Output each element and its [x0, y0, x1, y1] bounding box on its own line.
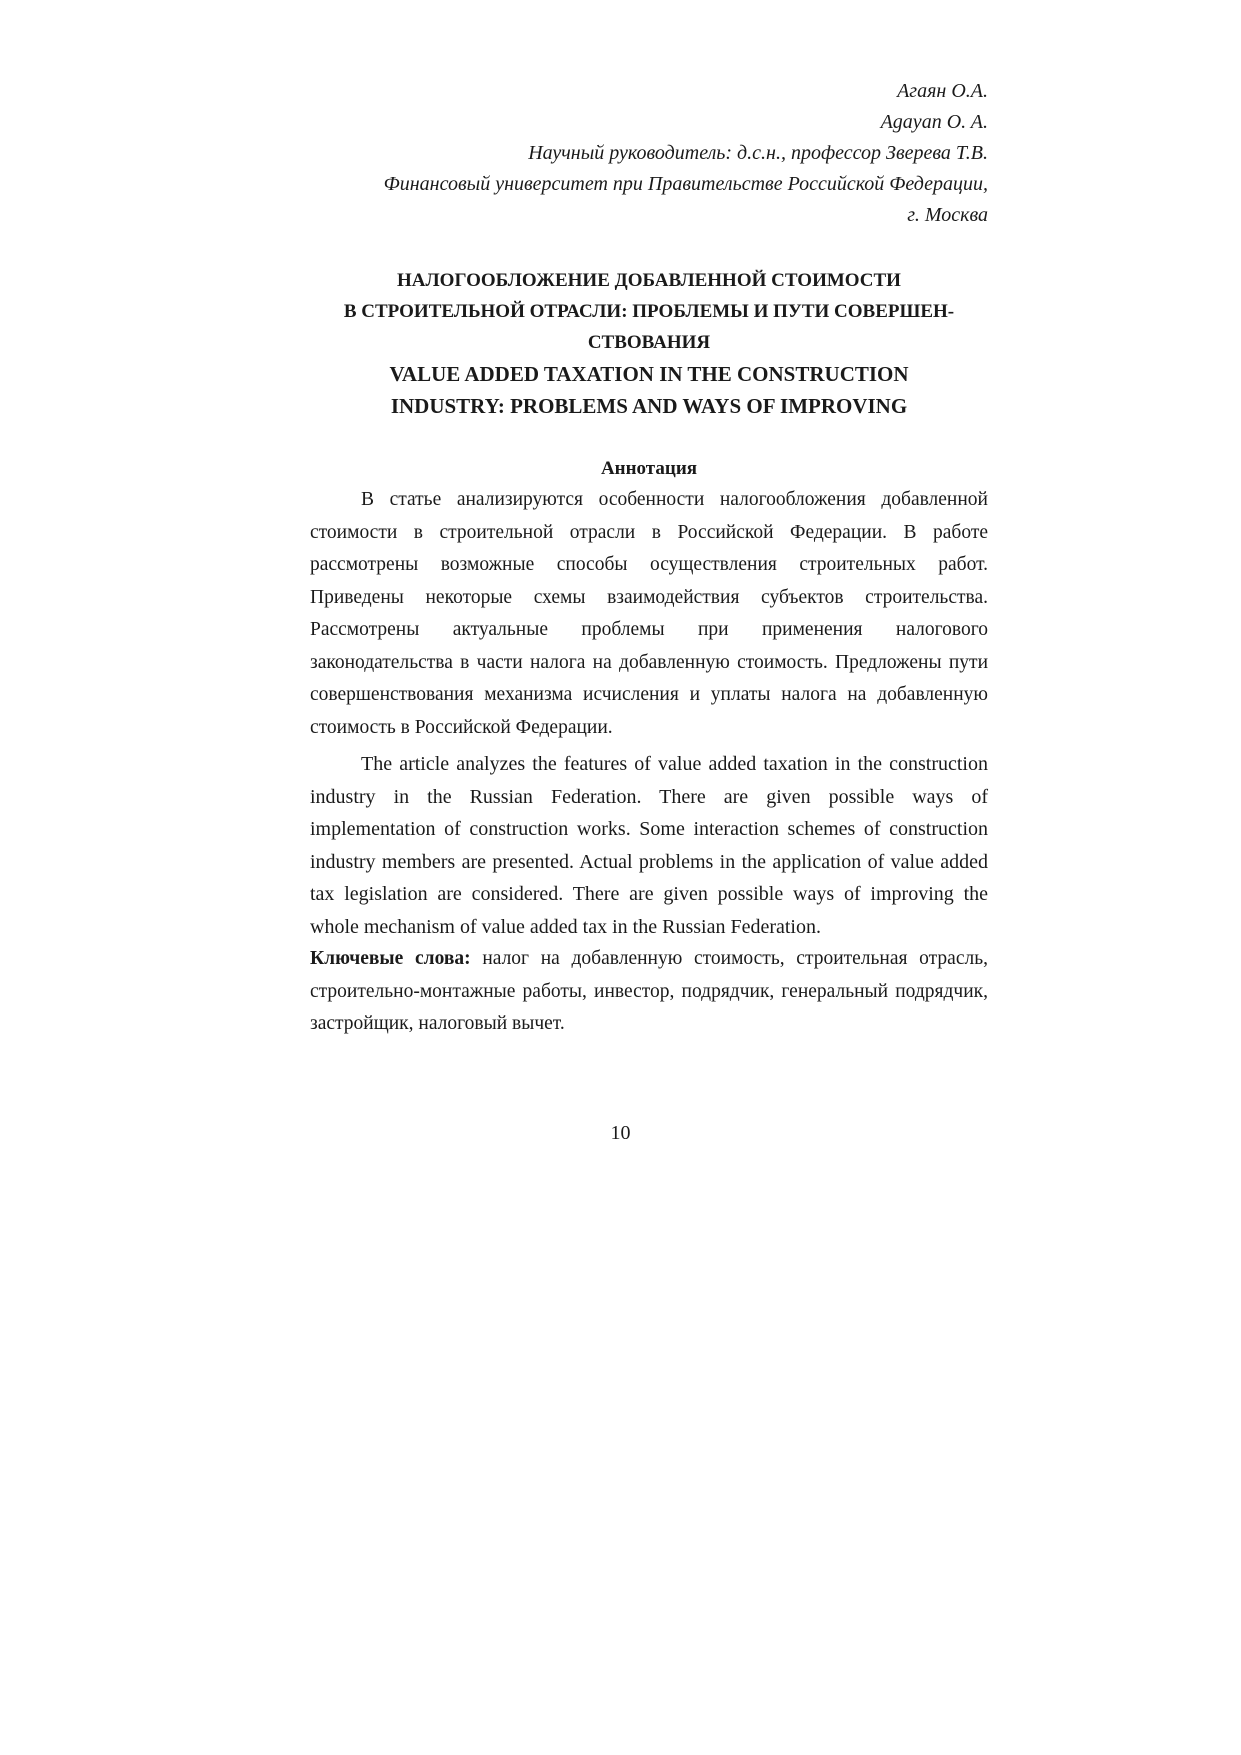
title-ru-line-2: В СТРОИТЕЛЬНОЙ ОТРАСЛИ: ПРОБЛЕМЫ И ПУТИ СОВЕРШЕН- [343, 301, 955, 322]
author-name-en: Agayan O. A. [880, 111, 988, 133]
keywords [310, 943, 988, 1041]
title-en-line-1: VALUE ADDED TAXATION IN THE CONSTRUCTION [389, 362, 909, 386]
title-block [310, 265, 988, 422]
abstract-text-en: The article analyzes the features of value added taxation in the construction industry in the Russian Federation. There are given possible ways of implementation of construction works. Some interaction schemes of construction industry members are presented. Actual problems in the application of value added tax legislation are considered. There are given possible ways of improving the whole mechanism of value added tax in the Russian Federation. [310, 753, 988, 938]
scientific-supervisor: Научный руководитель: д.с.н., профессор Зверева Т.В. [528, 142, 988, 164]
page-number: 10 [610, 1122, 631, 1144]
title-en-line-2: INDUSTRY: PROBLEMS AND WAYS OF IMPROVING [390, 394, 908, 418]
city: г. Москва [907, 204, 988, 226]
abstract-text-ru: В статье анализируются особенности налогообложения добавленной стоимости в строительной отрасли в Российской Федерации. В работе рассмотрены возможные способы осуществления строительных работ. Приведены некоторые схемы взаимодействия субъектов строительства. Рассмотрены актуальные проблемы при применения налогового законодательства в части налога на добавленную стоимость. Предложены пути совершенствования механизма исчисления и уплаты налога на добавленную стоимость в Российской Федерации. [310, 489, 988, 738]
keywords-text: налог на добавленную стоимость, строительная отрасль, строительно-монтажные работы, инвестор, подрядчик, генеральный подрядчик, застройщик, налоговый вычет. [310, 948, 988, 1034]
affiliation: Финансовый университет при Правительстве Российской Федерации, [383, 173, 988, 195]
title-ru-line-3: СТВОВАНИЯ [587, 332, 711, 353]
author-block [310, 76, 988, 231]
keywords-label: Ключевые слова: [310, 948, 471, 969]
paper-page [310, 76, 988, 1041]
abstract-heading: Аннотация [600, 458, 698, 479]
title-ru-line-1: НАЛОГООБЛОЖЕНИЕ ДОБАВЛЕННОЙ СТОИМОСТИ [397, 270, 901, 291]
author-name-ru: Агаян О.А. [897, 80, 988, 102]
